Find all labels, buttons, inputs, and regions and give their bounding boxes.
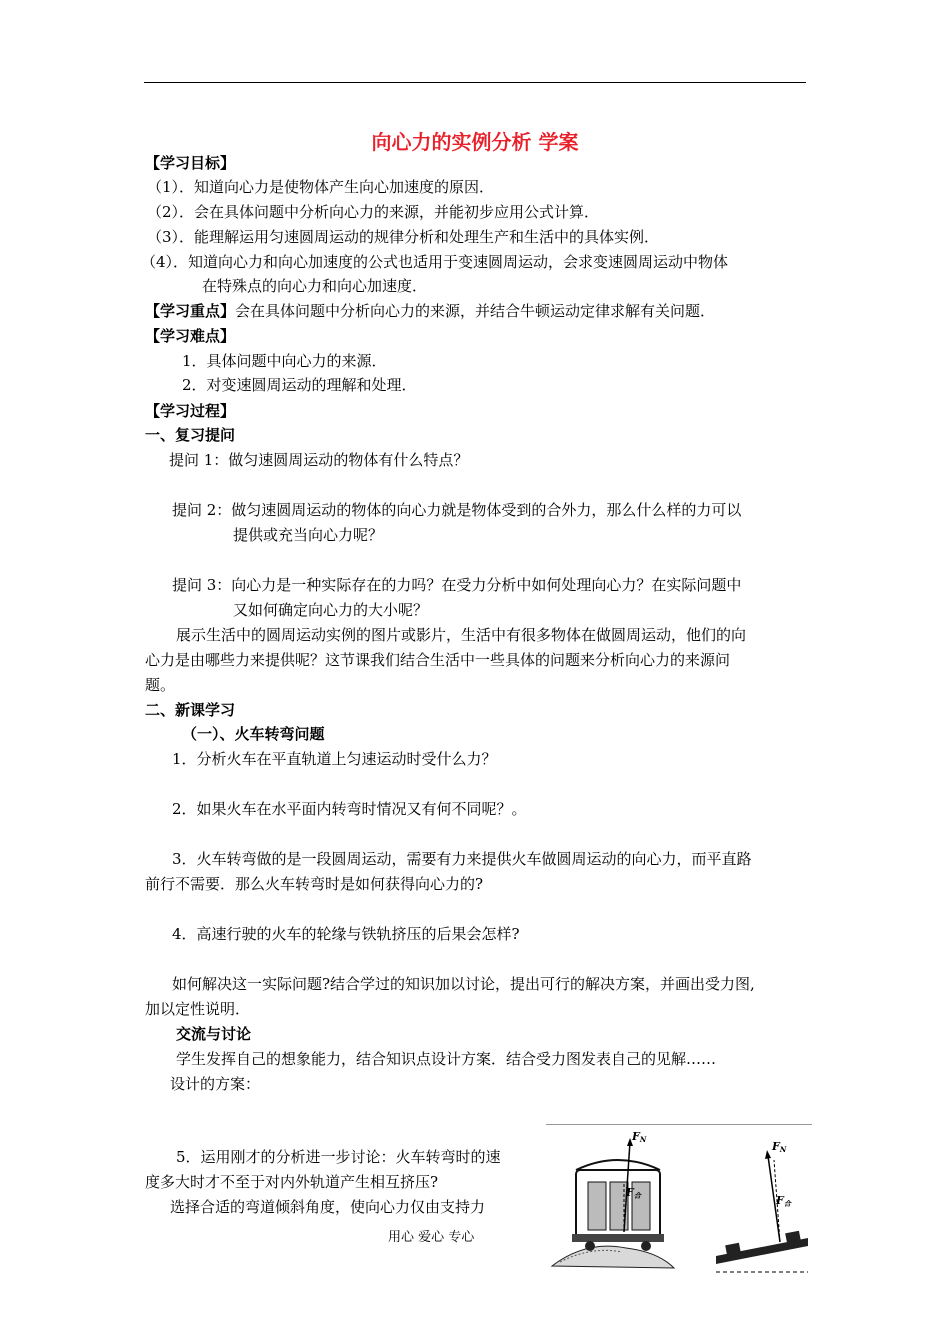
intro-paragraph-cont: 心力是由哪些力来提供呢？这节课我们结合生活中一些具体的问题来分析向心力的来源问 xyxy=(145,651,731,669)
new-lesson-heading: 二、新课学习 xyxy=(145,701,236,719)
point-2: 2．如果火车在水平面内转弯时情况又有何不同呢？。 xyxy=(172,800,527,818)
goals-heading: 【学习目标】 xyxy=(145,154,236,172)
fn-label-right: FN xyxy=(772,1140,787,1154)
train-car xyxy=(572,1160,664,1251)
point-3-cont: 前行不需要．那么火车转弯时是如何获得向心力的? xyxy=(145,875,484,893)
header-rule xyxy=(144,82,806,83)
page-title: 向心力的实例分析 学案 xyxy=(371,130,579,154)
intro-paragraph: 展示生活中的圆周运动实例的图片或影片，生活中有很多物体在做圆周运动，他们的向 xyxy=(176,626,747,644)
ground-mound xyxy=(552,1246,674,1268)
keypoint-text: 会在具体问题中分析向心力的来源，并结合牛顿运动定律求解有关问题． xyxy=(235,302,716,320)
goal-item: （1）．知道向心力是使物体产生向心加速度的原因． xyxy=(147,178,495,196)
f-resultant-label-right: F合 xyxy=(776,1194,791,1208)
point-1: 1．分析火车在平直轨道上匀速运动时受什么力？ xyxy=(172,750,497,768)
difficulty-item: 2．对变速圆周运动的理解和处理． xyxy=(182,376,417,394)
train-turning-heading: （一）、火车转弯问题 xyxy=(182,725,325,743)
review-heading: 一、复习提问 xyxy=(145,426,236,444)
intro-paragraph-end: 题。 xyxy=(145,676,176,694)
question-3-cont: 又如何确定向心力的大小呢？ xyxy=(233,601,429,619)
solution-paragraph-cont: 加以定性说明． xyxy=(145,1000,251,1018)
keypoint-line xyxy=(145,301,715,321)
point-5-end: 选择合适的弯道倾斜角度，使向心力仅由支持力 xyxy=(170,1198,486,1216)
process-heading: 【学习过程】 xyxy=(145,402,236,420)
question-2-cont: 提供或充当向心力呢？ xyxy=(233,526,384,544)
solution-paragraph: 如何解决这一实际问题?结合学过的知识加以讨论，提出可行的解决方案，并画出受力图, xyxy=(172,975,755,993)
discussion-heading: 交流与讨论 xyxy=(176,1025,252,1043)
question-1: 提问 1：做匀速圆周运动的物体有什么特点？ xyxy=(169,451,469,469)
normal-force-arrowhead-right xyxy=(765,1150,771,1159)
goal-item: （2）．会在具体问题中分析向心力的来源，并能初步应用公式计算． xyxy=(147,203,600,221)
point-5: 5．运用刚才的分析进一步讨论：火车转弯时的速 xyxy=(176,1148,501,1166)
train-force-figure xyxy=(546,1124,812,1276)
question-2: 提问 2：做匀速圆周运动的物体的向心力就是物体受到的合外力，那么什么样的力可以 xyxy=(172,501,742,519)
difficulty-item: 1．具体问题中向心力的来源． xyxy=(182,352,387,370)
goal-item: （3）．能理解运用匀速圆周运动的规律分析和处理生产和生活中的具体实例． xyxy=(147,228,660,246)
point-3: 3．火车转弯做的是一段圆周运动，需要有力来提供火车做圆周运动的向心力，而平直路 xyxy=(172,850,752,868)
fn-label: FN xyxy=(632,1130,647,1144)
difficulty-heading: 【学习难点】 xyxy=(145,327,236,345)
goal-item: （4）．知道向心力和向心加速度的公式也适用于变速圆周运动，会求变速圆周运动中物体 xyxy=(141,253,729,271)
design-plan-label: 设计的方案： xyxy=(170,1075,261,1093)
keypoint-heading: 【学习重点】 xyxy=(145,302,236,320)
point-5-cont: 度多大时才不至于对内外轨道产生相互挤压? xyxy=(145,1173,439,1191)
point-4: 4．高速行驶的火车的轮缘与铁轨挤压的后果会怎样? xyxy=(172,925,520,943)
discussion-text: 学生发挥自己的想象能力，结合知识点设计方案．结合受力图发表自己的见解…… xyxy=(176,1050,717,1068)
question-3: 提问 3：向心力是一种实际存在的力吗？在受力分析中如何处理向心力？在实际问题中 xyxy=(172,576,742,594)
page-footer: 用心 爱心 专心 xyxy=(388,1230,475,1245)
goal-item: 在特殊点的向心力和向心加速度． xyxy=(202,277,428,295)
f-resultant-label: F合 xyxy=(626,1186,641,1200)
